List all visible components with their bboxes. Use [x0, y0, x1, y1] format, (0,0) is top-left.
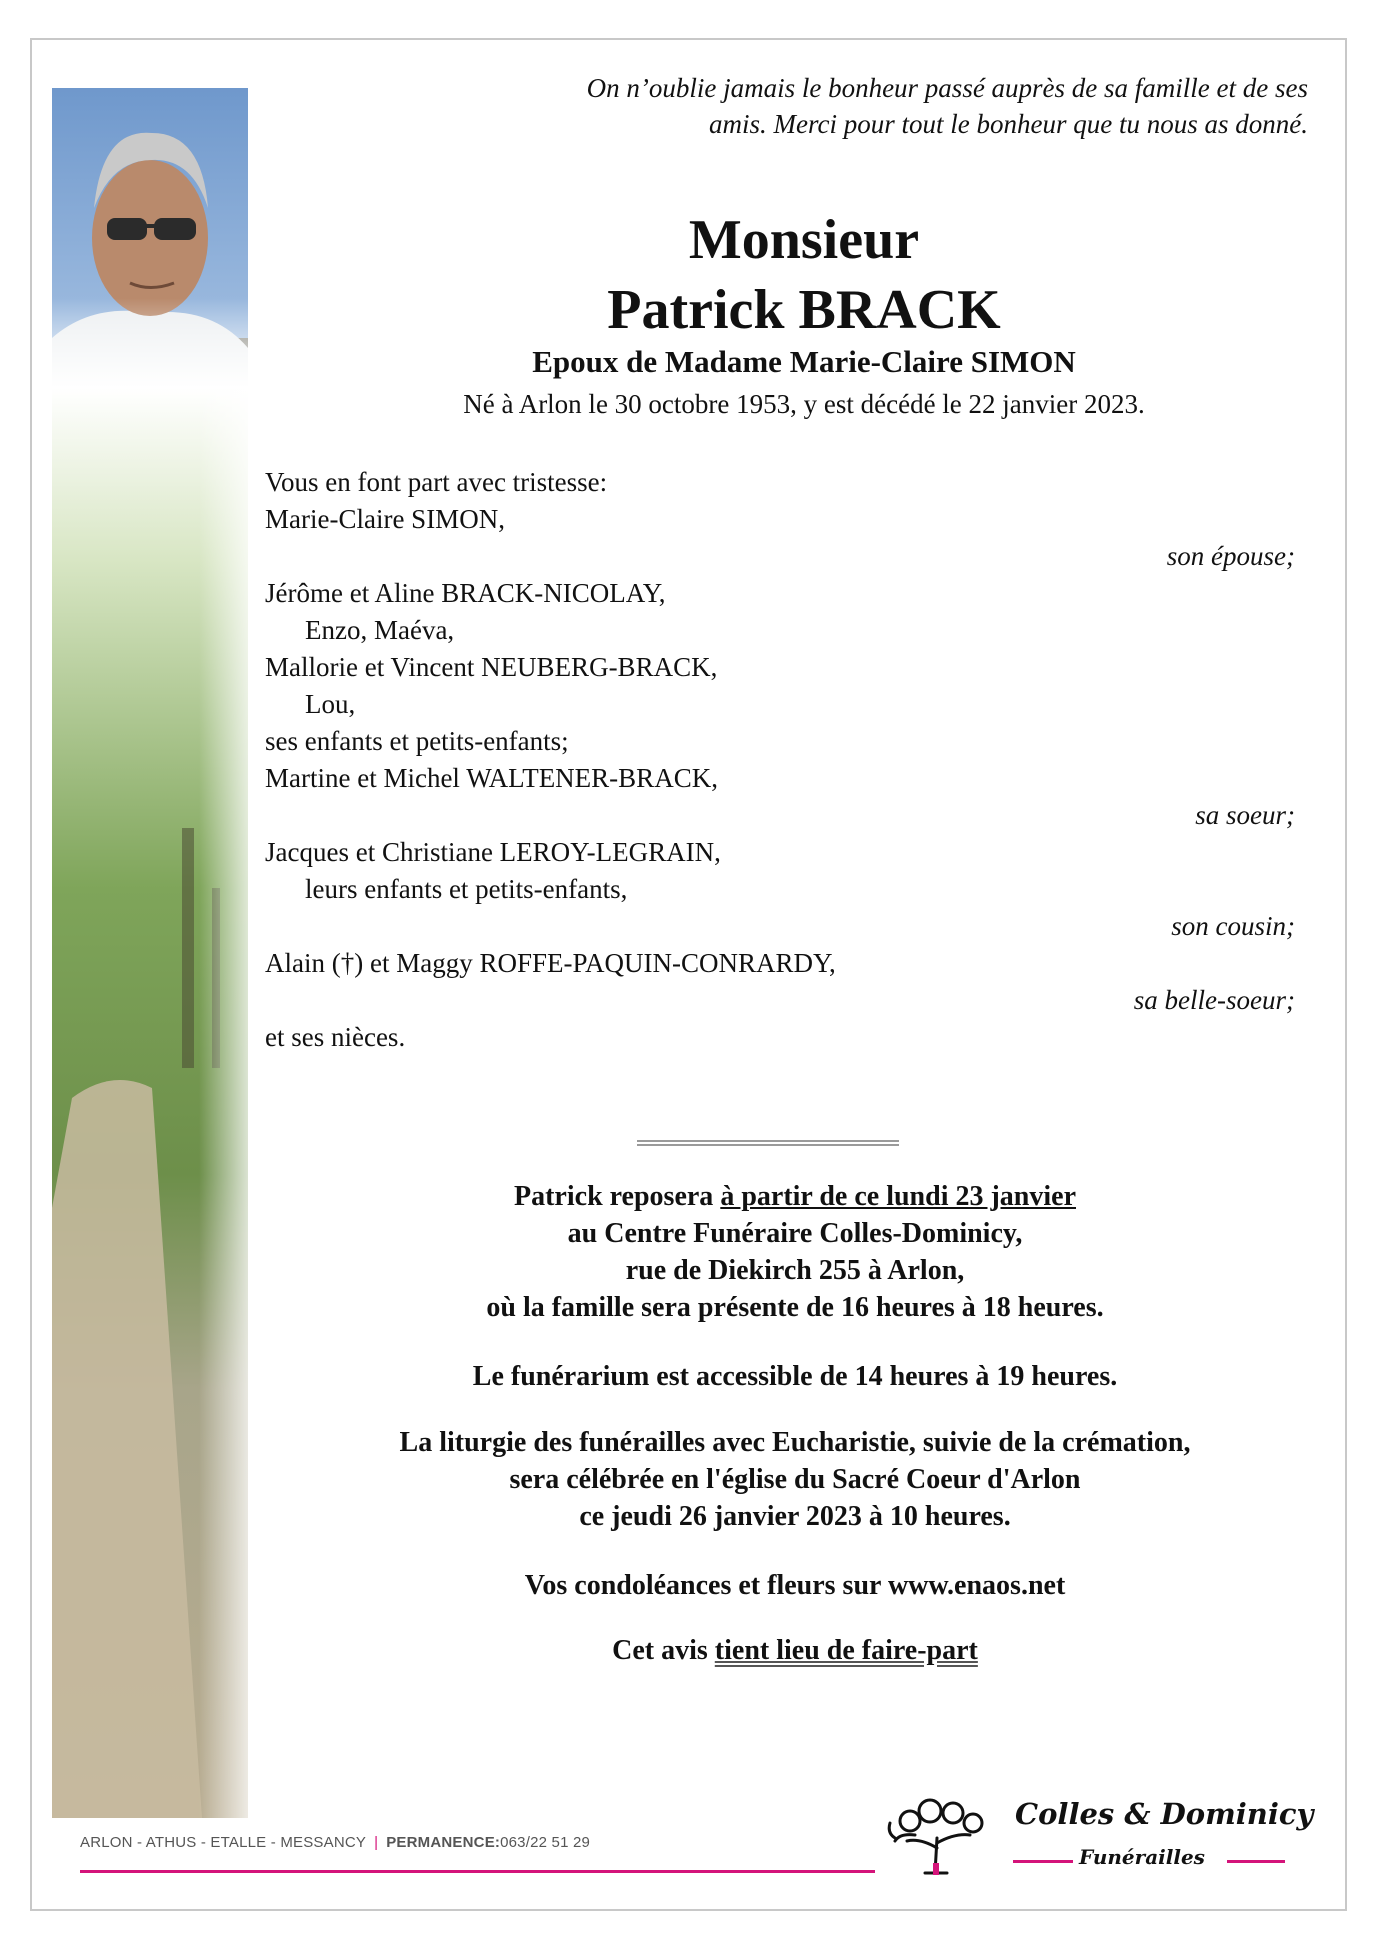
visitation-intro: Patrick reposera — [514, 1181, 721, 1212]
family-line: Martine et Michel WALTENER-BRACK, — [265, 763, 718, 793]
footer-separator: | — [374, 1834, 379, 1851]
footer-contact — [80, 1834, 590, 1851]
liturgy-line: ce jeudi 26 janvier 2023 à 10 heures. — [579, 1501, 1011, 1532]
notice-rest: tient lieu de faire-part — [714, 1635, 978, 1666]
family-list — [265, 464, 1295, 1056]
memorial-quote — [300, 70, 1308, 142]
visitation-place: au Centre Funéraire Colles-Dominicy, — [567, 1218, 1023, 1249]
visitation-line — [265, 1178, 1325, 1215]
family-line: Jacques et Christiane LEROY-LEGRAIN, — [265, 837, 721, 867]
birth-death-line: Né à Arlon le 30 octobre 1953, y est décédé le 22 janvier 2023. — [463, 389, 1145, 419]
relation-label: sa soeur; — [1195, 800, 1295, 830]
family-line: Jérôme et Aline BRACK-NICOLAY, — [265, 578, 666, 608]
liturgy-line: sera célébrée en l'église du Sacré Coeur d'Arlon — [509, 1464, 1081, 1495]
family-line: Mallorie et Vincent NEUBERG-BRACK, — [265, 652, 718, 682]
permanence-phone: 063/22 51 29 — [500, 1834, 591, 1851]
liturgy-line: La liturgie des funérailles avec Eucharistie, suivie de la crémation, — [399, 1427, 1191, 1458]
section-divider — [637, 1140, 899, 1146]
liturgy-block — [265, 1424, 1325, 1535]
portrait-and-forest-path-image — [52, 88, 248, 1818]
relation-label: son épouse; — [1166, 541, 1295, 571]
relation-label: son cousin; — [1171, 911, 1295, 941]
notice-intro: Cet avis — [612, 1635, 715, 1666]
family-line: Marie-Claire SIMON, — [265, 504, 505, 534]
relation-label: sa belle-soeur; — [1133, 985, 1295, 1015]
visitation-block — [265, 1178, 1325, 1326]
honorific: Monsieur — [688, 209, 920, 271]
deceased-title — [300, 205, 1308, 345]
visitation-date: à partir de ce lundi 23 janvier — [720, 1181, 1076, 1212]
quote-line: On n’oublie jamais le bonheur passé auprès de sa famille et de ses — [586, 73, 1308, 103]
permanence-label: PERMANENCE: — [386, 1834, 501, 1851]
family-line: leurs enfants et petits-enfants, — [305, 874, 628, 904]
footer-locations: ARLON - ATHUS - ETALLE - MESSANCY — [80, 1834, 367, 1851]
brand-name: Colles & Dominicy — [1015, 1797, 1314, 1831]
condolences-line: Vos condoléances et fleurs sur www.enaos.net — [524, 1570, 1066, 1601]
visitation-hours: où la famille sera présente de 16 heures à 18 heures. — [486, 1292, 1104, 1323]
quote-line: amis. Merci pour tout le bonheur que tu nous as donné. — [709, 109, 1308, 139]
spouse-line: Epoux de Madame Marie-Claire SIMON — [532, 344, 1076, 379]
brand-subtitle: Funérailles — [1079, 1845, 1205, 1869]
deceased-name: Patrick BRACK — [607, 279, 1001, 341]
family-line: Alain (†) et Maggy ROFFE-PAQUIN-CONRARDY, — [265, 948, 836, 978]
tree-icon — [885, 1793, 995, 1878]
funerarium-hours: Le funérarium est accessible de 14 heures à 19 heures. — [472, 1361, 1118, 1392]
family-line: Vous en font part avec tristesse: — [265, 467, 608, 497]
family-line: ses enfants et petits-enfants; — [265, 726, 569, 756]
notice-line — [265, 1632, 1325, 1669]
funeral-home-logo — [875, 1783, 1314, 1883]
brand-rule-left — [1013, 1860, 1073, 1863]
visitation-address: rue de Diekirch 255 à Arlon, — [625, 1255, 965, 1286]
family-line: Enzo, Maéva, — [305, 615, 455, 645]
family-line: Lou, — [305, 689, 356, 719]
family-line: et ses nièces. — [265, 1022, 406, 1052]
brand-rule-right — [1227, 1860, 1285, 1863]
